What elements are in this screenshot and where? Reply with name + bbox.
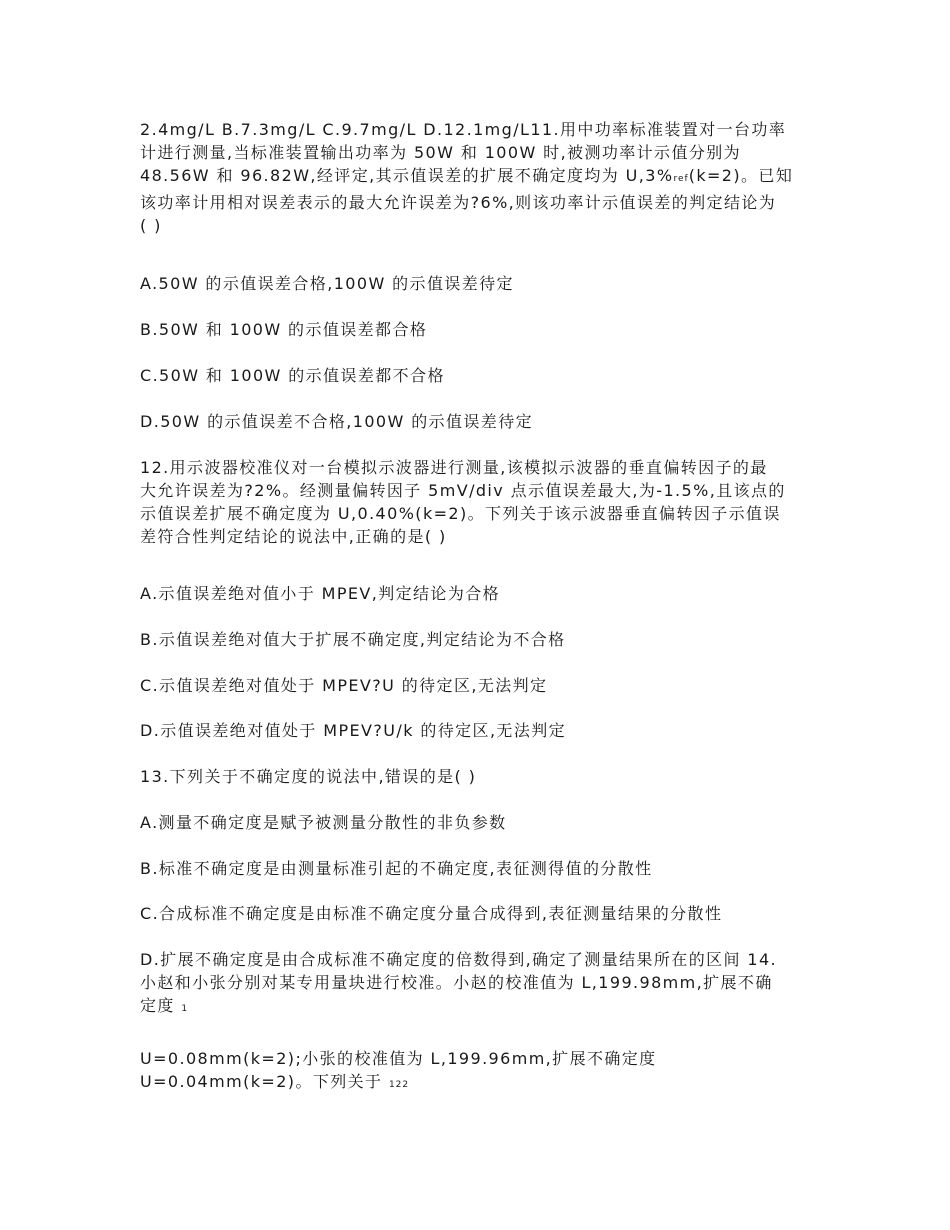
q11-line-3-tail: (k=2)。已知 <box>688 166 794 185</box>
q12-option-a: A.示值误差绝对值小于 MPEV,判定结论为合格 <box>140 584 501 603</box>
q13-option-d-line-1: D.扩展不确定度是由合成标准不确定度的倍数得到,确定了测量结果所在的区间 14. <box>140 950 778 969</box>
q13-option-a: A.测量不确定度是赋予被测量分散性的非负参数 <box>140 813 507 832</box>
question-14-stem <box>140 1047 820 1097</box>
q13-option-d-line-3-text: 定度 <box>140 996 175 1015</box>
question-11-stem <box>140 118 820 237</box>
q11-line-1: 2.4mg/L B.7.3mg/L C.9.7mg/L D.12.1mg/L11.用中功率标准装置对一台功率 <box>140 120 787 139</box>
q11-line-3 <box>140 164 820 191</box>
q12-line-4: 差符合性判定结论的说法中,正确的是( ) <box>140 527 447 546</box>
q12-option-d: D.示值误差绝对值处于 MPEV?U/k 的待定区,无法判定 <box>140 721 567 740</box>
q11-option-c: C.50W 和 100W 的示值误差都不合格 <box>140 366 445 385</box>
q11-option-b: B.50W 和 100W 的示值误差都合格 <box>140 320 428 339</box>
q11-option-a: A.50W 的示值误差合格,100W 的示值误差待定 <box>140 274 514 293</box>
q13-option-c: C.合成标准不确定度是由标准不确定度分量合成得到,表征测量结果的分散性 <box>140 904 723 923</box>
q12-option-b: B.示值误差绝对值大于扩展不确定度,判定结论为不合格 <box>140 630 566 649</box>
q11-line-4: 该功率计用相对误差表示的最大允许误差为?6%,则该功率计示值误差的判定结论为 <box>140 193 777 212</box>
q13-option-d <box>140 948 820 1021</box>
q12-line-2: 大允许误差为?2%。经测量偏转因子 5mV/div 点示值误差最大,为-1.5%,且该点的 <box>140 481 786 500</box>
footnote-mark: 1 <box>181 1004 189 1014</box>
q14-line-2 <box>140 1070 820 1097</box>
q12-line-1: 12.用示波器校准仪对一台模拟示波器进行测量,该模拟示波器的垂直偏转因子的最 <box>140 458 768 477</box>
q13-option-d-line-2: 小赵和小张分别对某专用量块进行校准。小赵的校准值为 L,199.98mm,扩展不确 <box>140 973 773 992</box>
q11-subscript-ref: ref <box>673 174 689 184</box>
q11-line-3-text: 48.56W 和 96.82W,经评定,其示值误差的扩展不确定度均为 U,3% <box>140 166 674 185</box>
q14-line-2-text: U=0.04mm(k=2)。下列关于 <box>140 1072 383 1091</box>
q12-line-3: 示值误差扩展不确定度为 U,0.40%(k=2)。下列关于该示波器垂直偏转因子示值误 <box>140 504 781 523</box>
q12-option-c: C.示值误差绝对值处于 MPEV?U 的待定区,无法判定 <box>140 676 548 695</box>
question-13-stem: 13.下列关于不确定度的说法中,错误的是( ) <box>140 767 477 786</box>
q14-line-1: U=0.08mm(k=2);小张的校准值为 L,199.96mm,扩展不确定度 <box>140 1049 657 1068</box>
q13-option-b: B.标准不确定度是由测量标准引起的不确定度,表征测得值的分散性 <box>140 859 653 878</box>
question-12-stem <box>140 456 820 548</box>
q13-option-d-line-3 <box>140 994 820 1021</box>
q11-line-2: 计进行测量,当标准装置输出功率为 50W 和 100W 时,被测功率计示值分别为 <box>140 143 742 162</box>
q11-option-d: D.50W 的示值误差不合格,100W 的示值误差待定 <box>140 412 534 431</box>
q11-line-5: ( ) <box>140 216 162 235</box>
page-number-mark: 122 <box>388 1080 410 1090</box>
